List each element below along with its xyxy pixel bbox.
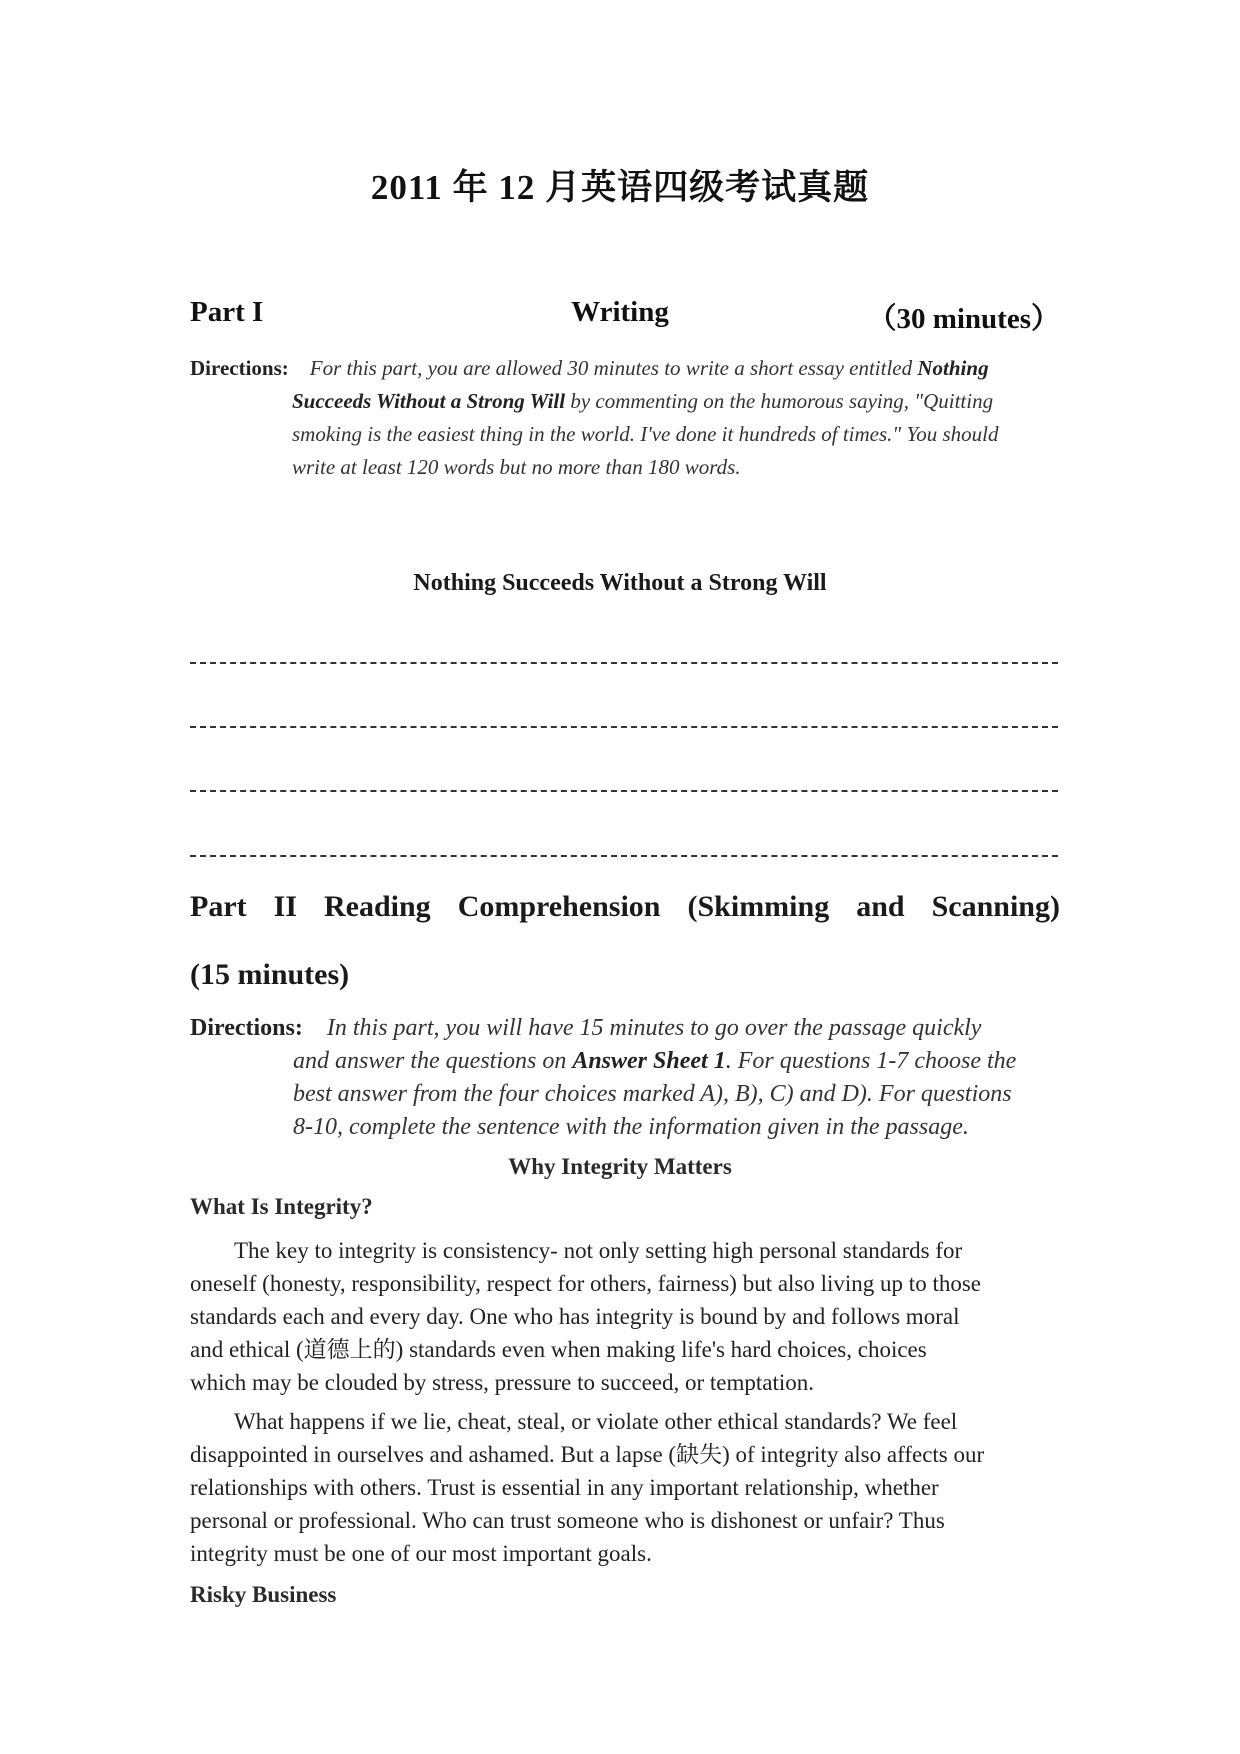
answer-line[interactable] bbox=[190, 726, 1058, 728]
paragraph bbox=[190, 1405, 1070, 1570]
paragraph bbox=[190, 1234, 1070, 1399]
paragraph-line: integrity must be one of our most important goals. bbox=[190, 1541, 652, 1566]
part1-time: （30 minutes） bbox=[867, 303, 1060, 335]
directions-line: write at least 120 words but no more than 180 words. bbox=[292, 455, 741, 479]
directions-line: Directions: For this part, you are allowed 30 minutes to write a short essay entitled Nothing bbox=[190, 356, 989, 380]
section-subheading: What Is Integrity? bbox=[190, 1194, 373, 1219]
part1-heading bbox=[190, 296, 1060, 336]
directions-line: best answer from the four choices marked A), B), C) and D). For questions bbox=[293, 1081, 1012, 1107]
paragraph-line: relationships with others. Trust is essential in any important relationship, whether bbox=[190, 1475, 939, 1500]
directions-label: Directions: bbox=[190, 1015, 303, 1041]
essay-title: Nothing Succeeds Without a Strong Will bbox=[413, 570, 827, 596]
page-title: 2011 年 12 月英语四级考试真题 bbox=[370, 168, 870, 207]
part2-directions bbox=[190, 1012, 1060, 1144]
directions-line: smoking is the easiest thing in the world. I've done it hundreds of times." You should bbox=[292, 422, 999, 446]
part1-name: Writing bbox=[571, 296, 669, 328]
answer-line[interactable] bbox=[190, 662, 1058, 664]
answer-line[interactable] bbox=[190, 790, 1058, 792]
part2-heading: Part II Reading Comprehension (Skimming and Scanning) bbox=[190, 890, 1060, 923]
part2-time: (15 minutes) bbox=[190, 958, 350, 991]
paragraph-line: What happens if we lie, cheat, steal, or violate other ethical standards? We feel bbox=[234, 1409, 958, 1434]
paragraph-line: oneself (honesty, responsibility, respect for others, fairness) but also living up to those bbox=[190, 1271, 981, 1296]
paragraph-line: standards each and every day. One who has integrity is bound by and follows moral bbox=[190, 1304, 960, 1329]
directions-label: Directions: bbox=[190, 356, 289, 380]
paragraph-line: disappointed in ourselves and ashamed. But a lapse (缺失) of integrity also affects our bbox=[190, 1442, 985, 1467]
part1-directions bbox=[190, 352, 1060, 484]
passage-title: Why Integrity Matters bbox=[508, 1154, 732, 1179]
paragraph-line: and ethical (道德上的) standards even when making life's hard choices, choices bbox=[190, 1337, 927, 1362]
paragraph-line: which may be clouded by stress, pressure to succeed, or temptation. bbox=[190, 1370, 815, 1395]
section-subheading: Risky Business bbox=[190, 1582, 337, 1607]
directions-line: 8-10, complete the sentence with the information given in the passage. bbox=[293, 1114, 969, 1140]
paragraph-line: The key to integrity is consistency- not only setting high personal standards for bbox=[234, 1238, 963, 1263]
answer-line[interactable] bbox=[190, 855, 1058, 857]
directions-line: and answer the questions on Answer Sheet 1. For questions 1-7 choose the bbox=[293, 1048, 1017, 1074]
directions-line: Succeeds Without a Strong Will by commenting on the humorous saying, "Quitting bbox=[292, 389, 994, 413]
directions-line: Directions: In this part, you will have 15 minutes to go over the passage quickly bbox=[190, 1015, 982, 1041]
paragraph-line: personal or professional. Who can trust someone who is dishonest or unfair? Thus bbox=[190, 1508, 945, 1533]
part1-number: Part I bbox=[190, 296, 264, 328]
